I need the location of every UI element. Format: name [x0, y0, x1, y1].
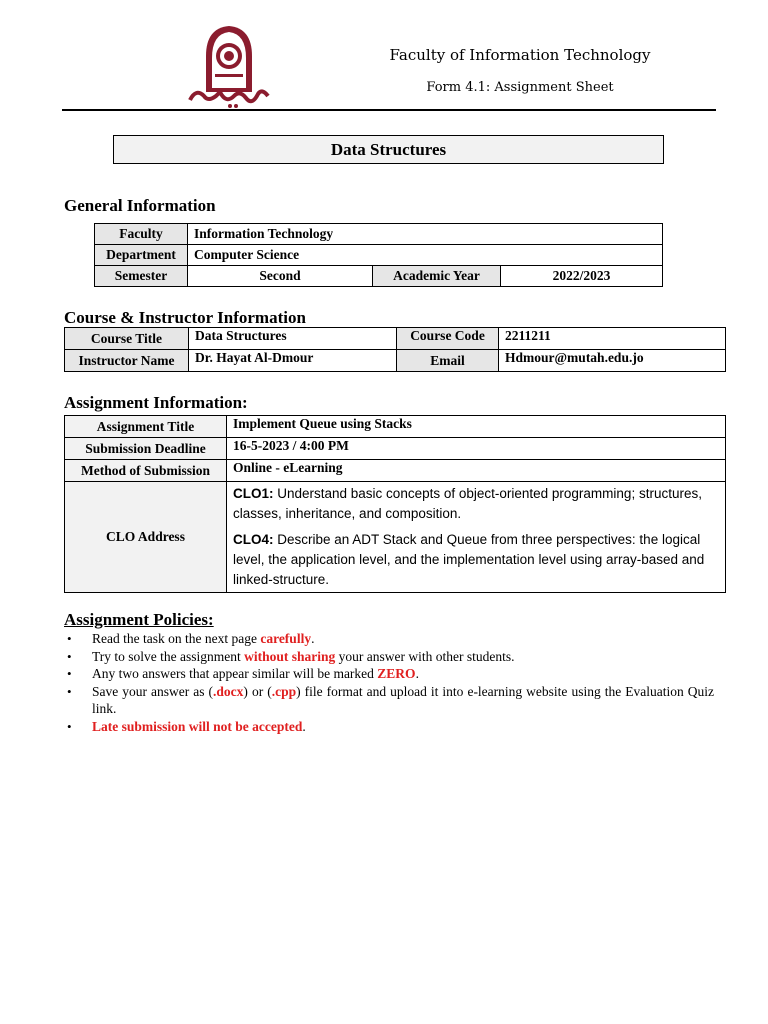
- email-value: Hdmour@mutah.edu.jo: [499, 350, 726, 372]
- clo4-item: [233, 530, 719, 590]
- policy-text: Try to solve the assignment: [92, 648, 245, 664]
- clo4-text: Describe an ADT Stack and Queue from three perspectives: the logical level, the application level, and the implementation level using array-based and linked-structure.: [233, 532, 705, 587]
- policy-text: Any two answers that appear similar will be marked: [92, 666, 378, 681]
- academic-year-label: Academic Year: [373, 266, 501, 287]
- submission-method-label: Method of Submission: [65, 460, 227, 482]
- table-row: [65, 482, 726, 593]
- instructor-name-value: Dr. Hayat Al-Dmour: [189, 350, 397, 372]
- email-label: Email: [397, 350, 499, 372]
- policy-emphasis: ZERO: [377, 666, 416, 681]
- table-row: [65, 416, 726, 438]
- policy-text: Read the task on the next page: [92, 631, 261, 646]
- table-row: [95, 224, 663, 245]
- policy-emphasis: .docx: [213, 683, 244, 699]
- submission-deadline-label: Submission Deadline: [65, 438, 227, 460]
- course-banner: Data Structures: [113, 135, 664, 164]
- policy-text: .: [302, 718, 306, 734]
- general-information-heading: General Information: [64, 196, 216, 215]
- department-label: Department: [95, 245, 188, 266]
- instructor-name-label: Instructor Name: [65, 350, 189, 372]
- semester-value: Second: [188, 266, 373, 287]
- policy-text: Save your answer as (: [92, 683, 214, 699]
- mutah-logo-icon: [186, 22, 272, 108]
- clo-address-value: [227, 482, 726, 593]
- course-instructor-table: [64, 327, 726, 372]
- university-logo: [186, 22, 272, 108]
- table-row: [95, 266, 663, 287]
- policy-text: .: [415, 666, 419, 681]
- list-item: [64, 683, 714, 718]
- assignment-information-heading: Assignment Information:: [64, 393, 248, 412]
- header-divider: [62, 109, 716, 111]
- assignment-information-table: [64, 415, 726, 593]
- assignment-title-value: Implement Queue using Stacks: [227, 416, 726, 438]
- course-title-label: Course Title: [65, 328, 189, 350]
- table-row: [65, 438, 726, 460]
- policy-list: [64, 630, 714, 735]
- submission-deadline-value: 16-5-2023 / 4:00 PM: [227, 438, 726, 460]
- list-item: [64, 665, 714, 683]
- clo-address-label: CLO Address: [65, 482, 227, 593]
- table-row: [65, 460, 726, 482]
- semester-label: Semester: [95, 266, 188, 287]
- policy-emphasis: without sharing: [244, 648, 336, 664]
- academic-year-value: 2022/2023: [501, 266, 663, 287]
- clo1-item: [233, 484, 719, 524]
- table-row: [95, 245, 663, 266]
- clo1-text: Understand basic concepts of object-oriented programming; structures, classes, inheritance, and composition.: [233, 486, 702, 521]
- faculty-label: Faculty: [95, 224, 188, 245]
- assignment-policies-heading: Assignment Policies:: [64, 610, 214, 629]
- course-title-value: Data Structures: [189, 328, 397, 350]
- course-code-label: Course Code: [397, 328, 499, 350]
- course-instructor-heading: Course & Instructor Information: [64, 308, 306, 327]
- policy-text: .: [311, 631, 315, 646]
- clo4-code: CLO4:: [233, 532, 274, 547]
- policy-emphasis: Late submission will not be accepted: [92, 718, 303, 734]
- policy-text: your answer with other students.: [335, 648, 515, 664]
- submission-method-value: Online - eLearning: [227, 460, 726, 482]
- policy-emphasis: carefully: [260, 631, 312, 646]
- faculty-value: Information Technology: [188, 224, 663, 245]
- policy-text: ) file format and upload it into e-learning website using the Evaluation Quiz link.: [92, 683, 714, 716]
- assignment-title-label: Assignment Title: [65, 416, 227, 438]
- course-code-value: 2211211: [499, 328, 726, 350]
- general-information-table: [94, 223, 663, 287]
- list-item: [64, 718, 714, 736]
- table-row: [65, 328, 726, 350]
- department-value: Computer Science: [188, 245, 663, 266]
- list-item: [64, 630, 714, 648]
- table-row: [65, 350, 726, 372]
- form-name: Form 4.1: Assignment Sheet: [426, 80, 614, 95]
- clo1-code: CLO1:: [233, 486, 274, 501]
- policy-emphasis: .cpp: [271, 683, 297, 699]
- policy-text: ) or (: [243, 683, 272, 699]
- list-item: [64, 648, 714, 666]
- faculty-heading: Faculty of Information Technology: [389, 46, 651, 64]
